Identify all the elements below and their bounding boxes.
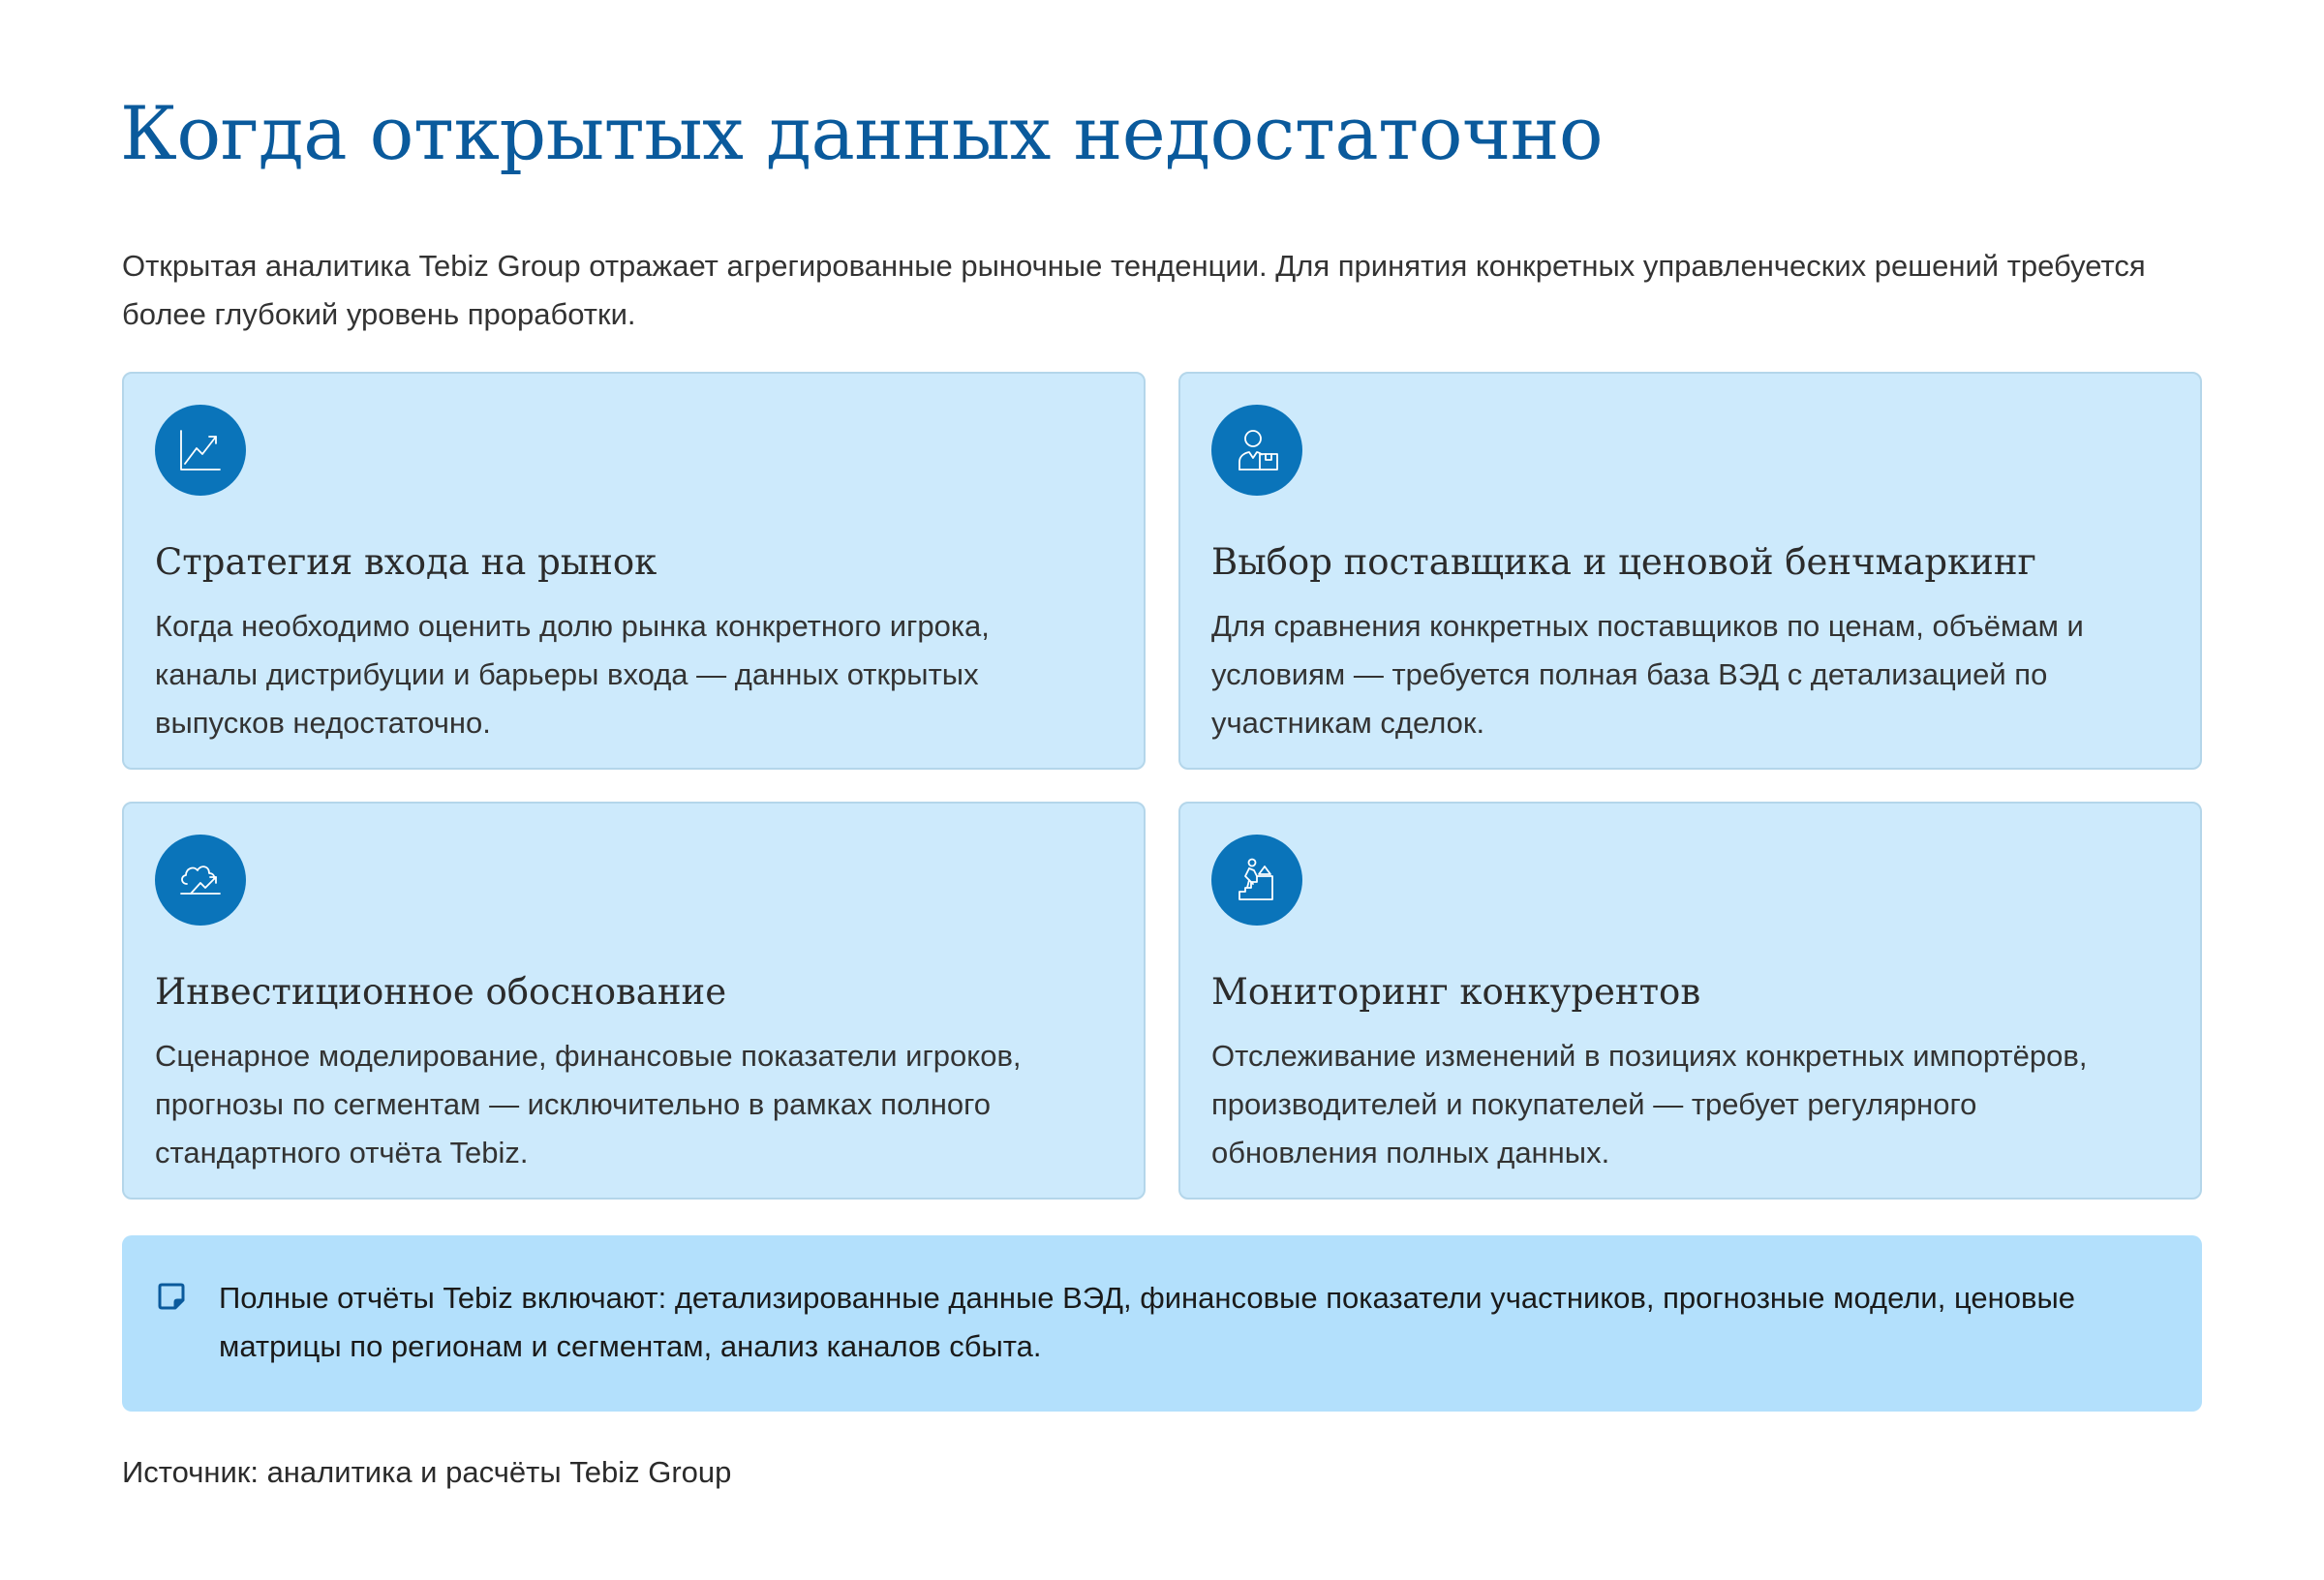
card-title: Выбор поставщика и ценовой бенчмаркинг <box>1211 541 2036 583</box>
cards-grid <box>122 372 2202 1200</box>
chart-growth-icon <box>155 405 246 496</box>
card-text: Отслеживание изменений в позициях конкретных импортёров, производителей и покупателей — требует регулярного обновления полных данных. <box>1211 1039 2088 1170</box>
card-investment <box>122 802 1146 1200</box>
card-title: Инвестиционное обоснование <box>155 971 727 1013</box>
card-market-entry <box>122 372 1146 770</box>
source-note: Источник: аналитика и расчёты Tebiz Group <box>122 1455 732 1489</box>
card-title: Мониторинг конкурентов <box>1211 971 1701 1013</box>
page-title: Когда открытых данных недостаточно <box>120 90 1604 176</box>
notice-box <box>122 1235 2202 1412</box>
supplier-person-box-icon <box>1211 405 1302 496</box>
card-text: Когда необходимо оценить долю рынка конкретного игрока, каналы дистрибуции и барьеры входа — данных открытых выпусков недостаточно. <box>155 609 990 740</box>
card-supplier-selection <box>1178 372 2202 770</box>
cloud-growth-icon <box>155 835 246 926</box>
card-title: Стратегия входа на рынок <box>155 541 657 583</box>
intro-paragraph: Открытая аналитика Tebiz Group отражает агрегированные рыночные тенденции. Для принятия конкретных управленческих решений требуется более глубокий уровень проработки. <box>122 249 2146 331</box>
climber-stairs-icon <box>1211 835 1302 926</box>
notice-text: Полные отчёты Tebiz включают: детализированные данные ВЭД, финансовые показатели участников, прогнозные модели, ценовые матрицы по регионам и сегментам, анализ каналов сбыта. <box>219 1281 2075 1363</box>
card-competitor-monitoring <box>1178 802 2202 1200</box>
card-text: Сценарное моделирование, финансовые показатели игроков, прогнозы по сегментам — исключительно в рамках полного стандартного отчёта Tebiz. <box>155 1039 1022 1170</box>
note-icon <box>157 1282 186 1311</box>
card-text: Для сравнения конкретных поставщиков по ценам, объёмам и условиям — требуется полная база ВЭД с детализацией по участникам сделок. <box>1211 609 2084 740</box>
